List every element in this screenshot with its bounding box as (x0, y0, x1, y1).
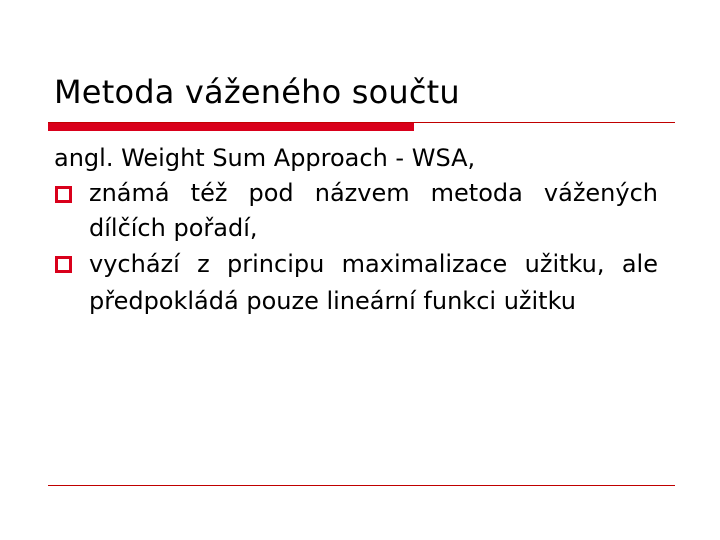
hollow-square-bullet-icon (55, 256, 72, 273)
bullet-item (54, 246, 658, 320)
title-accent-bar (48, 123, 414, 131)
slide-title: Metoda váženého součtu (54, 73, 460, 111)
bullet-text: známá též pod názvem metoda vážených dílčích pořadí, (89, 179, 658, 242)
hollow-square-bullet-icon (55, 186, 72, 203)
bullet-text: vychází z principu maximalizace užitku, ale předpokládá pouze lineární funkci užitku (89, 250, 658, 315)
bullet-list (54, 176, 658, 320)
intro-text: angl. Weight Sum Approach - WSA, (54, 144, 476, 172)
bullet-item (54, 176, 658, 246)
footer-divider (48, 485, 675, 486)
slide-body (54, 140, 658, 320)
